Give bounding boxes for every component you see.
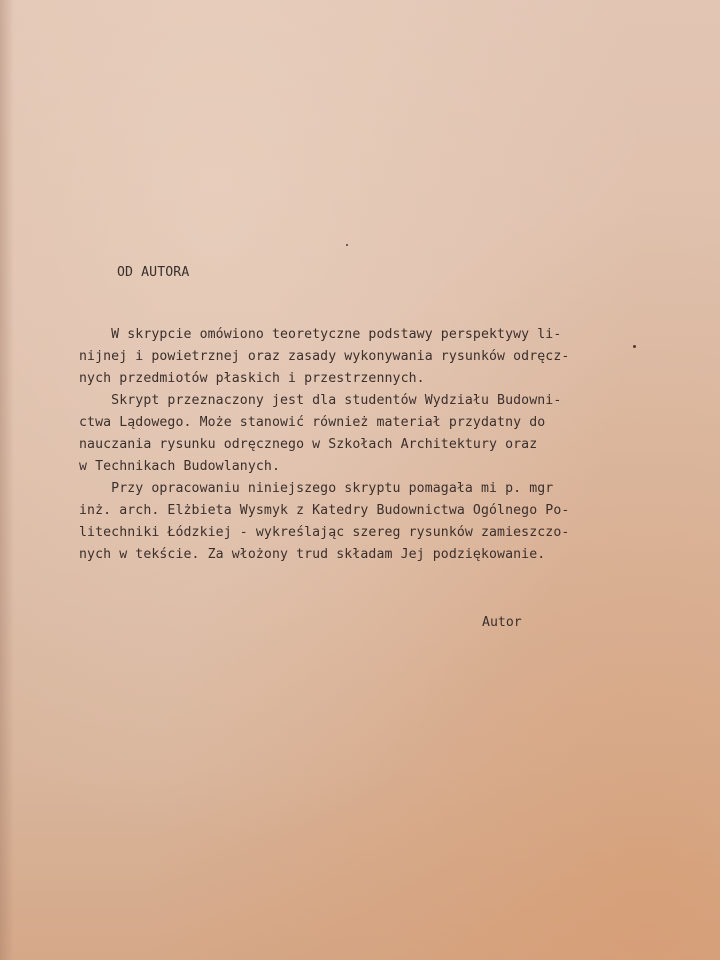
paper-speck [346,244,348,246]
text-line: nauczania rysunku odręcznego w Szkołach Architektury oraz [79,437,538,452]
paper-speck [633,345,636,348]
paragraph-1 [79,324,639,390]
text-line: Skrypt przeznaczony jest dla studentów Wydziału Budowni- [79,393,562,408]
text-line: nych w tekście. Za włożony trud składam Jej podziękowanie. [79,547,546,562]
text-line: litechniki Łódzkiej - wykreślając szereg rysunków zamieszczo- [79,525,570,540]
document-body [79,262,639,566]
text-line: nijnej i powietrznej oraz zasady wykonywania rysunków odręcz- [79,349,570,364]
paragraph-3 [79,478,639,566]
text-line: nych przedmiotów płaskich i przestrzennych. [79,371,425,386]
page-shadow-edge [0,0,14,960]
text-line: w Technikach Budowlanych. [79,459,280,474]
text-line: W skrypcie omówiono teoretyczne podstawy perspektywy li- [79,327,562,342]
paragraph-2 [79,390,639,478]
text-line: ctwa Lądowego. Może stanowić również materiał przydatny do [79,415,546,430]
document-heading: OD AUTORA [117,265,190,280]
text-line: Przy opracowaniu niniejszego skryptu pomagała mi p. mgr [79,481,554,496]
signature: Autor [482,615,522,630]
text-line: inż. arch. Elżbieta Wysmyk z Katedry Budownictwa Ogólnego Po- [79,503,570,518]
